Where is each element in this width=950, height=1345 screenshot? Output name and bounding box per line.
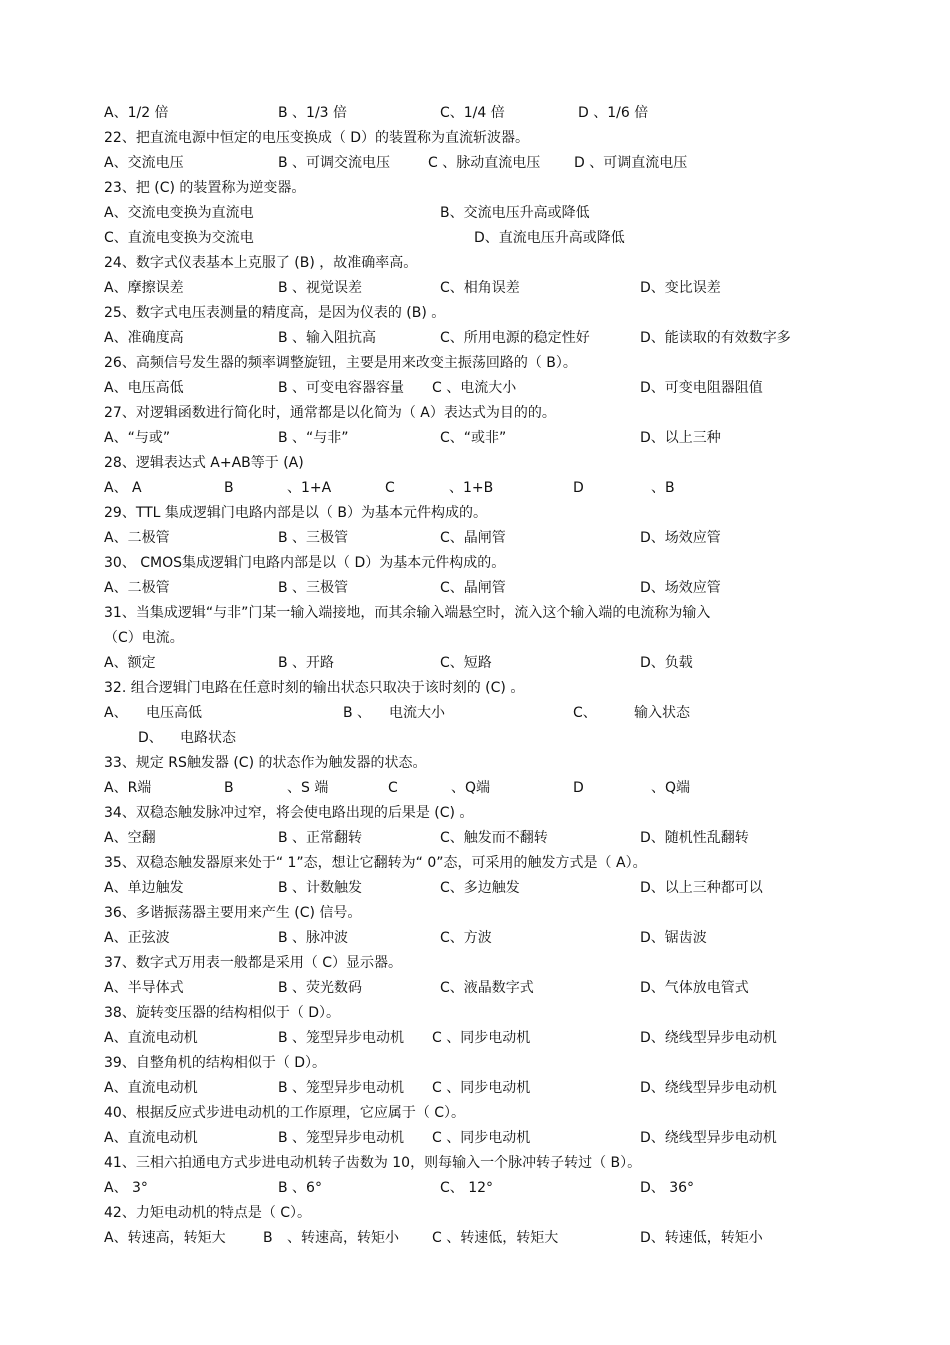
option-text: D、可变电阻器阻值 [640,380,763,396]
text-line [0,1201,950,1225]
option-text: B 、开路 [278,655,335,671]
text-line [0,876,950,900]
text-line [0,1101,950,1125]
option-text: C 、脉动直流电压 [428,155,541,171]
option-text: D、以上三种 [640,430,721,446]
text-line [0,101,950,125]
text-line [0,576,950,600]
question-text: 41、三相六拍通电方式步进电动机转子齿数为 10，则每输入一个脉冲转子转过（ B）。 [104,1155,642,1171]
text-line [0,1226,950,1250]
option-text: B 、计数触发 [278,880,363,896]
option-text: A、直流电动机 [104,1130,198,1146]
option-text: D、绕线型异步电动机 [640,1080,777,1096]
question-text: 24、数字式仪表基本上克服了 (B) ，故准确率高。 [104,255,418,271]
text-line [0,401,950,425]
text-line [0,926,950,950]
question-text: 29、TTL 集成逻辑门电路内部是以（ B）为基本元件构成的。 [104,505,487,521]
text-line [0,951,950,975]
option-text: D 、可调直流电压 [574,155,688,171]
option-text: B 、三极管 [278,580,349,596]
text-line [0,1001,950,1025]
option-text: C [388,780,398,796]
text-line [0,626,950,650]
option-text: D、 [138,730,163,746]
text-line [0,701,950,725]
option-text: A、空翻 [104,830,156,846]
option-text: B 、6° [278,1180,322,1196]
option-text: 、1+B [449,480,494,496]
question-text: 23、把 (C) 的装置称为逆变器。 [104,180,306,196]
option-text: B 、正常翻转 [278,830,363,846]
option-text: C、直流电变换为交流电 [104,230,254,246]
text-line [0,201,950,225]
option-text: D、直流电压升高或降低 [474,230,625,246]
text-line [0,226,950,250]
option-text: C、相角误差 [440,280,520,296]
text-line [0,801,950,825]
question-text: 25、数字式电压表测量的精度高，是因为仪表的 (B) 。 [104,305,446,321]
option-text: 电流大小 [389,705,445,721]
question-text: （C）电流。 [104,630,184,646]
option-text: 、Q端 [651,780,691,796]
option-text: A、二极管 [104,530,170,546]
text-line [0,276,950,300]
option-text: B [263,1230,273,1246]
option-text: 输入状态 [634,705,690,721]
question-text: 33、规定 RS触发器 (C) 的状态作为触发器的状态。 [104,755,427,771]
option-text: C [385,480,395,496]
text-line [0,526,950,550]
option-text: D、气体放电管式 [640,980,749,996]
option-text: A、转速高，转矩大 [104,1230,226,1246]
question-text: 37、数字式万用表一般都是采用（ C）显示器。 [104,955,403,971]
option-text: A、 [104,705,128,721]
question-text: 39、自整角机的结构相似于（ D）。 [104,1055,327,1071]
question-text: 32. 组合逻辑门电路在任意时刻的输出状态只取决于该时刻的 (C) 。 [104,680,525,696]
option-text: A、“与或” [104,430,171,446]
option-text: C、液晶数字式 [440,980,534,996]
option-text: 、Q端 [451,780,491,796]
option-text: 、S 端 [287,780,329,796]
question-text: 42、力矩电动机的特点是（ C）。 [104,1205,312,1221]
text-line [0,151,950,175]
option-text: A、交流电压 [104,155,184,171]
option-text: C、1/4 倍 [440,105,505,121]
option-text: C 、同步电动机 [432,1130,531,1146]
option-text: B 、脉冲波 [278,930,349,946]
option-text: D、锯齿波 [640,930,707,946]
text-line [0,301,950,325]
text-line [0,1126,950,1150]
text-line [0,551,950,575]
option-text: 电压高低 [146,705,202,721]
question-text: 22、把直流电源中恒定的电压变换成（ D）的装置称为直流斩波器。 [104,130,530,146]
option-text: C 、电流大小 [432,380,517,396]
option-text: B [224,780,234,796]
option-text: A、直流电动机 [104,1080,198,1096]
option-text: A、额定 [104,655,156,671]
text-line [0,901,950,925]
option-text: C、触发而不翻转 [440,830,548,846]
text-line [0,451,950,475]
option-text: C、多边触发 [440,880,520,896]
text-line [0,976,950,1000]
question-text: 35、双稳态触发器原来处于“ 1”态，想让它翻转为“ 0”态，可采用的触发方式是（ A）。 [104,855,647,871]
option-text: C、所用电源的稳定性好 [440,330,590,346]
option-text: B 、视觉误差 [278,280,363,296]
option-text: D、转速低，转矩小 [640,1230,763,1246]
option-text: C、 [573,705,597,721]
option-text: A、正弦波 [104,930,170,946]
option-text: C、 12° [440,1180,494,1196]
text-line [0,851,950,875]
option-text: A、 3° [104,1180,148,1196]
option-text: C、晶闸管 [440,530,506,546]
text-line [0,1076,950,1100]
option-text: 、B [651,480,675,496]
text-line [0,826,950,850]
question-text: 26、高频信号发生器的频率调整旋钮，主要是用来改变主振荡回路的（ B）。 [104,355,577,371]
option-text: B 、可变电容器容量 [278,380,405,396]
option-text: B 、笼型异步电动机 [278,1030,405,1046]
option-text: D、随机性乱翻转 [640,830,749,846]
option-text: B 、笼型异步电动机 [278,1080,405,1096]
option-text: C、方波 [440,930,492,946]
option-text: D、能读取的有效数字多 [640,330,791,346]
question-text: 31、当集成逻辑“与非”门某一输入端接地，而其余输入端悬空时，流入这个输入端的电流称为输入 [104,605,711,621]
text-line [0,426,950,450]
option-text: D [573,780,584,796]
option-text: A、 A [104,480,142,496]
option-text: D [573,480,584,496]
option-text: B 、可调交流电压 [278,155,391,171]
option-text: D、以上三种都可以 [640,880,763,896]
option-text: 、1+A [287,480,332,496]
option-text: D、 36° [640,1180,695,1196]
text-line [0,326,950,350]
option-text: B 、“与非” [278,430,349,446]
question-text: 38、旋转变压器的结构相似于（ D）。 [104,1005,341,1021]
option-text: D 、1/6 倍 [578,105,649,121]
text-line [0,601,950,625]
option-text: C、“或非” [440,430,507,446]
option-text: A、R端 [104,780,152,796]
option-text: D、场效应管 [640,530,721,546]
option-text: B 、笼型异步电动机 [278,1130,405,1146]
question-text: 34、双稳态触发脉冲过窄，将会使电路出现的后果是 (C) 。 [104,805,474,821]
option-text: B 、三极管 [278,530,349,546]
text-line [0,501,950,525]
text-line [0,1151,950,1175]
option-text: B 、荧光数码 [278,980,363,996]
option-text: C 、转速低，转矩大 [432,1230,559,1246]
option-text: A、直流电动机 [104,1030,198,1046]
text-line [0,251,950,275]
text-line [0,126,950,150]
option-text: A、单边触发 [104,880,184,896]
option-text: D、变比误差 [640,280,721,296]
option-text: B、交流电压升高或降低 [440,205,590,221]
text-line [0,476,950,500]
option-text: C、短路 [440,655,492,671]
option-text: A、二极管 [104,580,170,596]
text-line [0,351,950,375]
option-text: D、绕线型异步电动机 [640,1130,777,1146]
option-text: A、半导体式 [104,980,184,996]
option-text: C 、同步电动机 [432,1030,531,1046]
option-text: C、晶闸管 [440,580,506,596]
question-text: 27、对逻辑函数进行简化时，通常都是以化简为（ A）表达式为目的的。 [104,405,556,421]
option-text: D、负载 [640,655,693,671]
text-line [0,1176,950,1200]
option-text: A、准确度高 [104,330,184,346]
option-text: D、场效应管 [640,580,721,596]
question-text: 30、 CMOS集成逻辑门电路内部是以（ D）为基本元件构成的。 [104,555,506,571]
option-text: A、交流电变换为直流电 [104,205,254,221]
text-line [0,726,950,750]
text-line [0,651,950,675]
option-text: B 、1/3 倍 [278,105,348,121]
option-text: B 、输入阻抗高 [278,330,377,346]
option-text: A、电压高低 [104,380,184,396]
option-text: D、绕线型异步电动机 [640,1030,777,1046]
option-text: 、转速高，转矩小 [287,1230,399,1246]
question-text: 40、根据反应式步进电动机的工作原理，它应属于（ C）。 [104,1105,466,1121]
option-text: C 、同步电动机 [432,1080,531,1096]
text-line [0,776,950,800]
text-line [0,676,950,700]
text-line [0,176,950,200]
option-text: B [224,480,234,496]
option-text: B 、 [343,705,372,721]
option-text: 电路状态 [180,730,236,746]
option-text: A、摩擦误差 [104,280,184,296]
question-text: 28、逻辑表达式 A+AB等于 (A) [104,455,304,471]
text-line [0,1026,950,1050]
text-line [0,751,950,775]
question-text: 36、多谐振荡器主要用来产生 (C) 信号。 [104,905,362,921]
text-line [0,1051,950,1075]
text-line [0,376,950,400]
option-text: A、1/2 倍 [104,105,169,121]
